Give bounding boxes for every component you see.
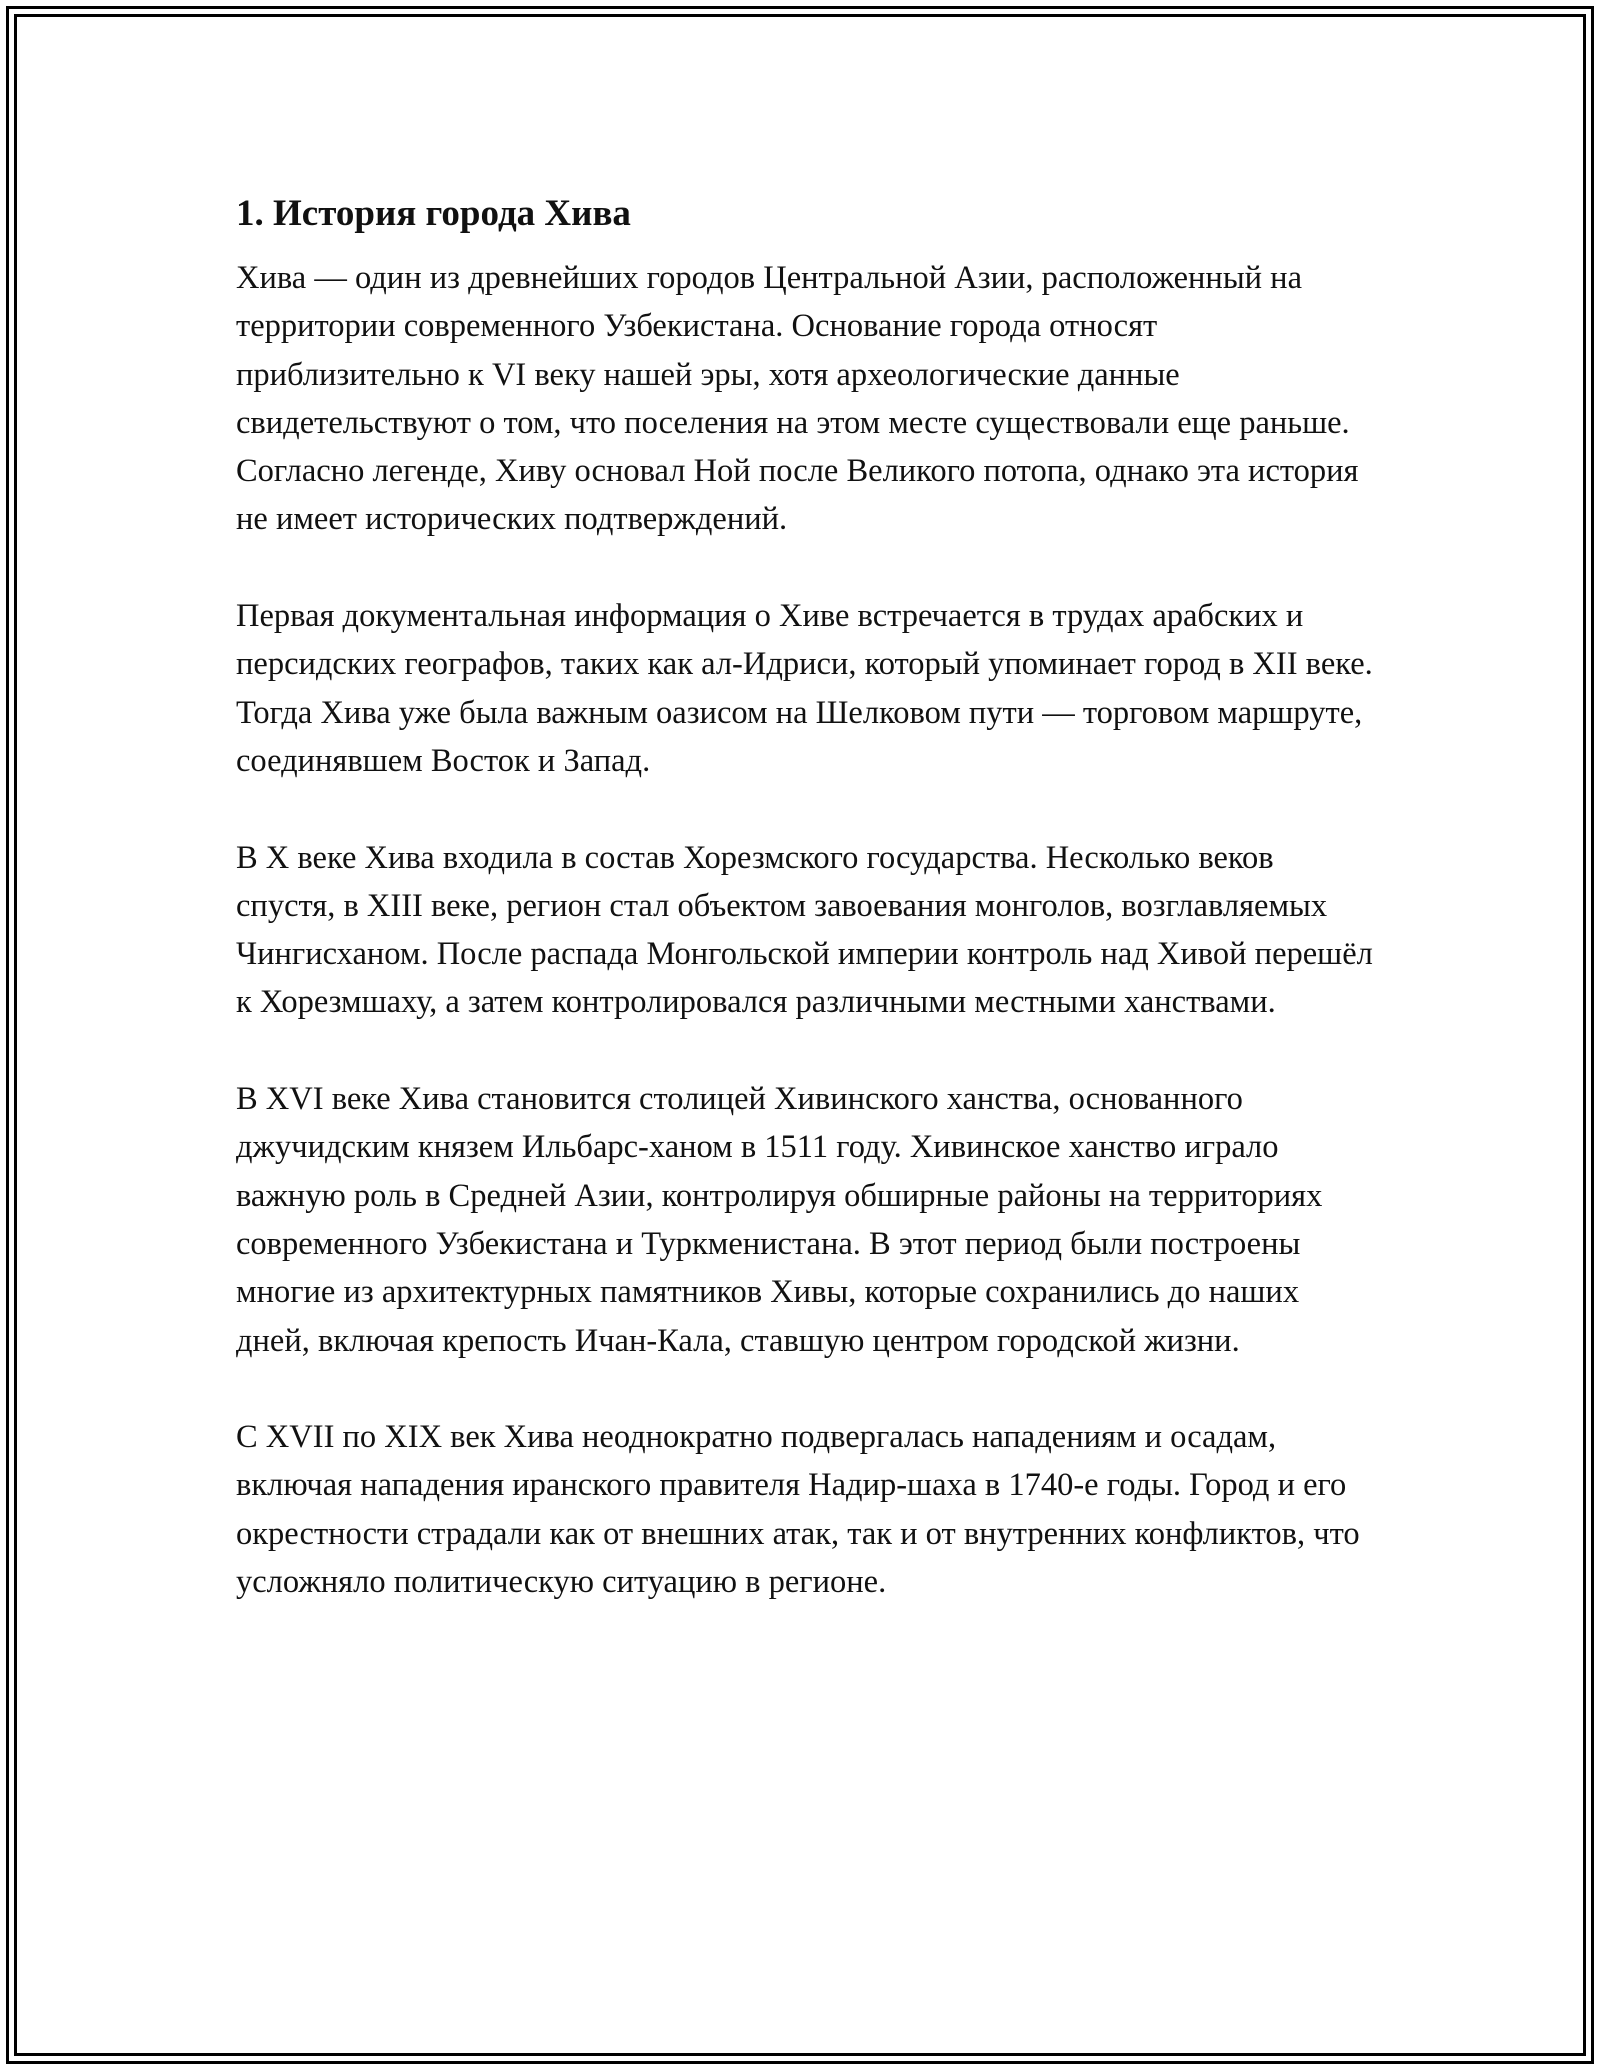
paragraph-5: С XVII по XIX век Хива неоднократно подвергалась нападениям и осадам, включая нападения иранского правителя Надир-шаха в 1740-е годы. Город и его окрестности страдали как от внешних атак, так и от внутренних конфликтов, что усложняло политическую ситуацию в регионе. bbox=[236, 1419, 1360, 1601]
document-body bbox=[236, 186, 1376, 1606]
paragraph-4: В XVI веке Хива становится столицей Хивинского ханства, основанного джучидским князем Ильбарс-ханом в 1511 году. Хивинское ханство играло важную роль в Средней Азии, контролируя обширные районы на территориях современного Узбекистана и Туркменистана. В этот период были построены многие из архитектурных памятников Хивы, которые сохранились до наших дней, включая крепость Ичан-Кала, ставшую центром городской жизни. bbox=[236, 1081, 1323, 1359]
section-title: 1. История города Хива bbox=[236, 193, 631, 234]
paragraph-3: В X веке Хива входила в состав Хорезмского государства. Несколько веков спустя, в XIII веке, регион стал объектом завоевания монголов, возглавляемых Чингисханом. После распада Монгольской империи контроль над Хивой перешёл к Хорезмшаху, а затем контролировался различными местными ханствами. bbox=[236, 839, 1373, 1021]
paragraph-2: Первая документальная информация о Хиве встречается в трудах арабских и персидских географов, таких как ал-Идриси, который упоминает город в XII веке. Тогда Хива уже была важным оазисом на Шелковом пути — торговом маршруте, соединявшем Восток и Запад. bbox=[236, 598, 1373, 779]
paragraph-1: Хива — один из древнейших городов Центральной Азии, расположенный на территории современного Узбекистана. Основание города относят приблизительно к VI веку нашей эры, хотя археологические данные свидетельствуют о том, что поселения на этом месте существовали еще раньше. Согласно легенде, Хиву основал Ной после Великого потопа, однако эта история не имеет исторических подтверждений. bbox=[236, 260, 1359, 538]
